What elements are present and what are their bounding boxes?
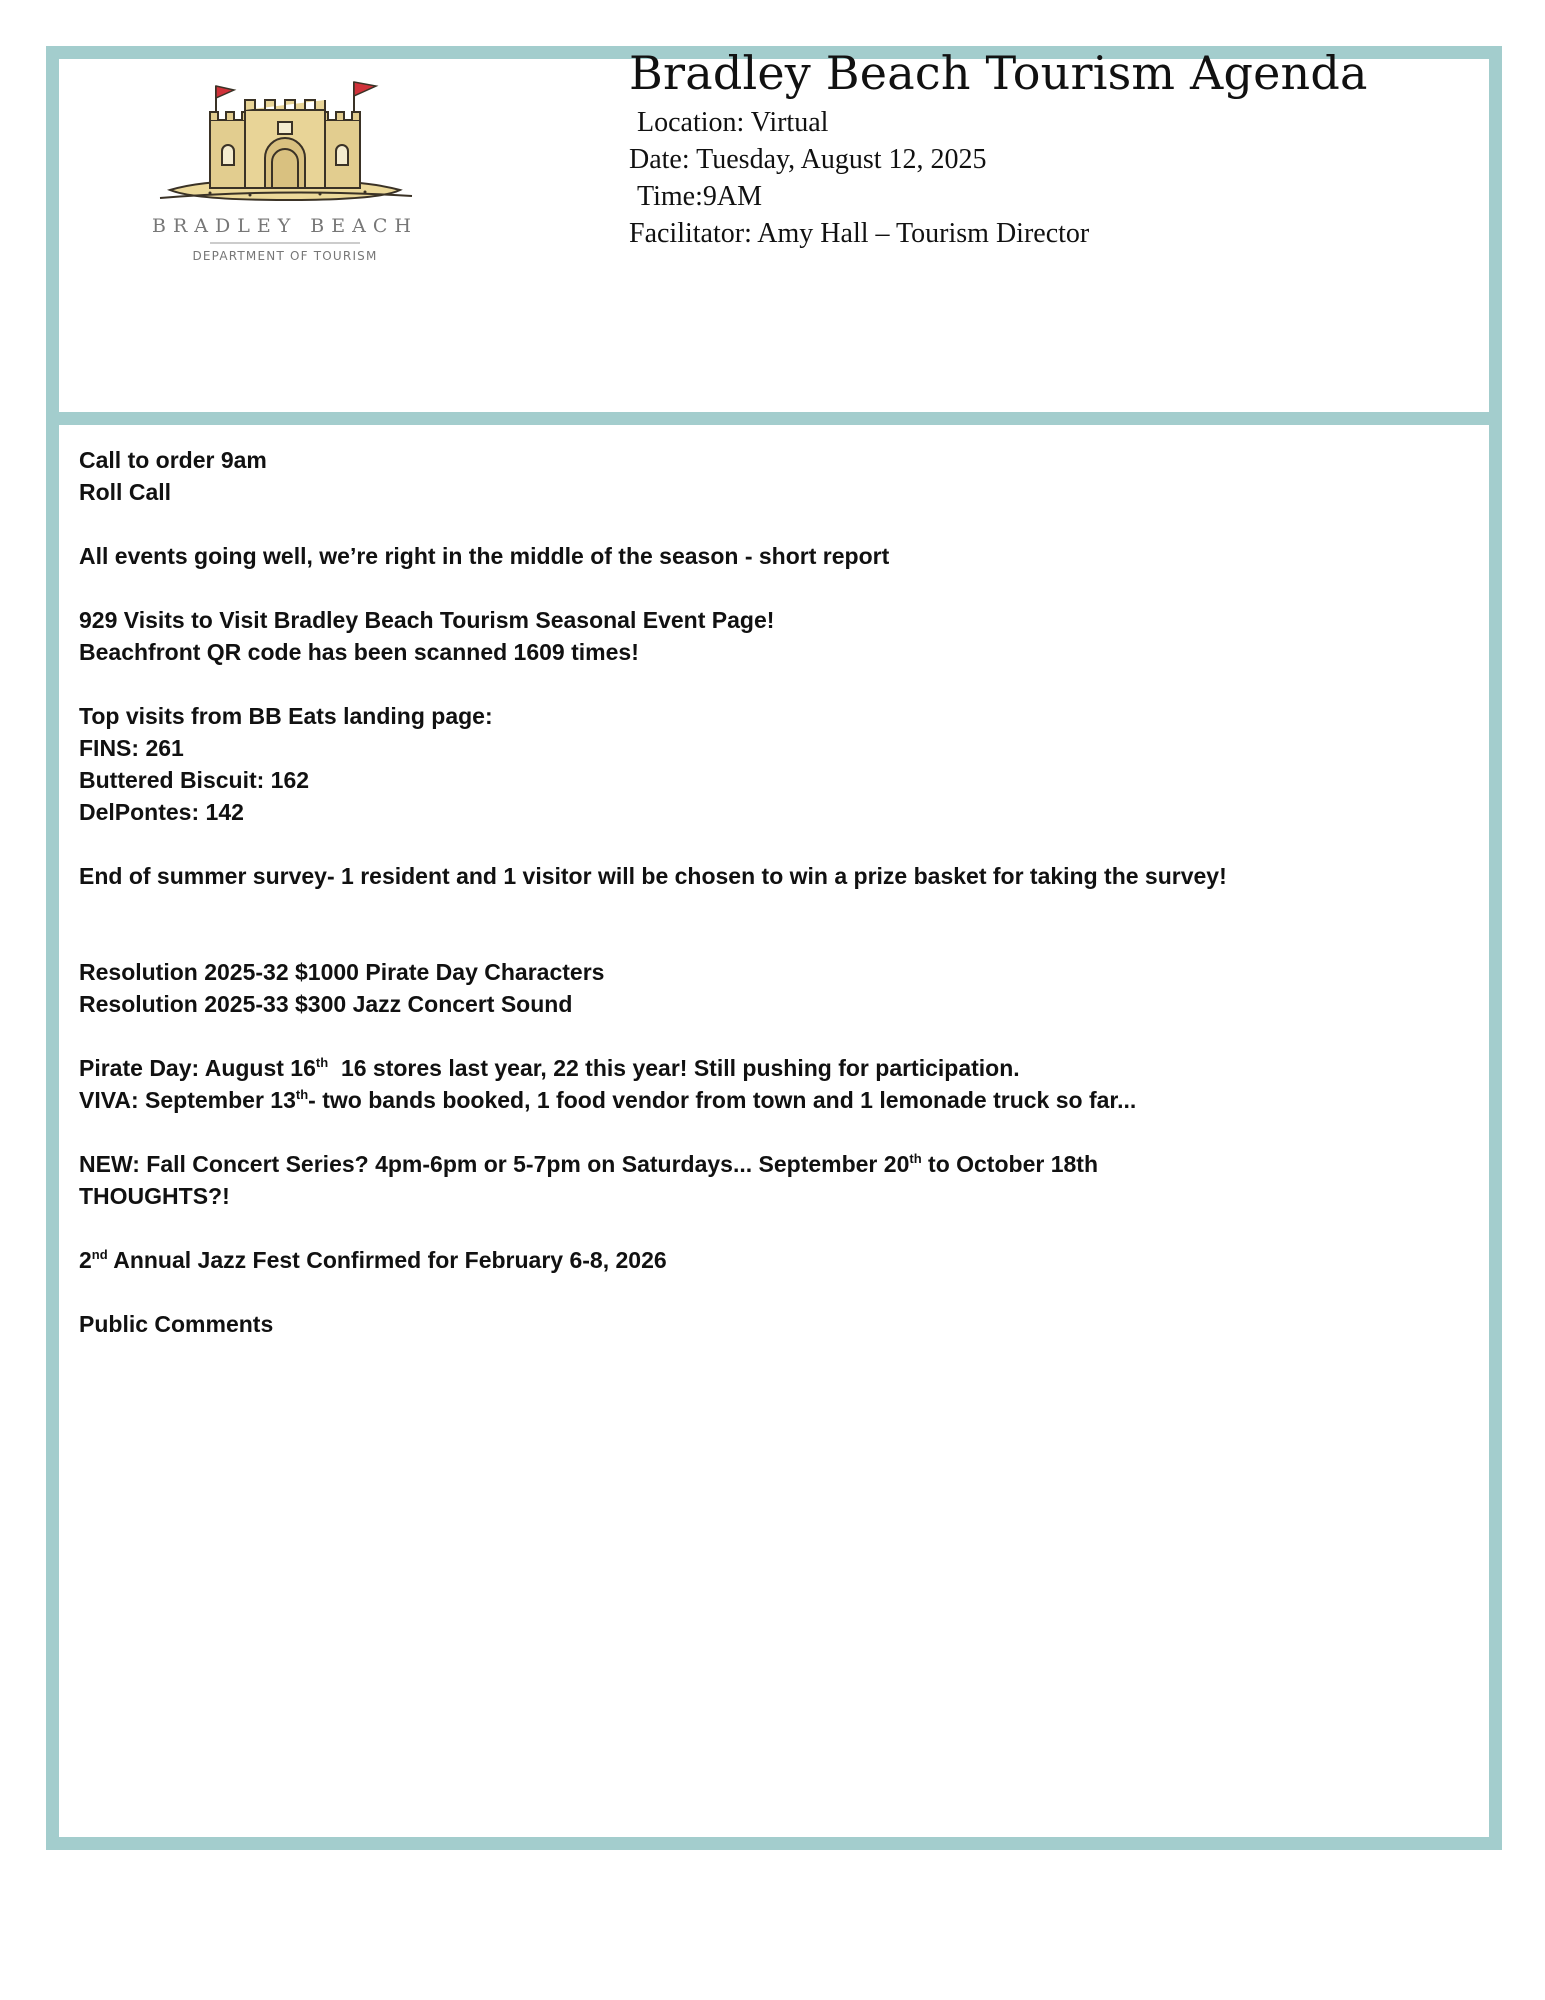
date-line: Date: Tuesday, August 12, 2025 [629,144,987,175]
header-divider [59,412,1489,425]
pirate-day-details: 16 stores last year, 22 this year! Still pushing for participation. [328,1055,1020,1081]
pirate-day-text: Pirate Day: August 16 [79,1055,316,1081]
events-status: All events going well, we’re right in the middle of the season - short report [79,543,890,569]
logo-name: BRADLEY BEACH [152,215,418,237]
page-title: Bradley Beach Tourism Agenda [629,46,1368,100]
fall-concert-text: NEW: Fall Concert Series? 4pm-6pm or 5-7pm on Saturdays... September 20 [79,1151,910,1177]
fall-concert-line [79,1148,1459,1180]
top-visit-item: DelPontes: 142 [79,799,244,825]
survey-note: End of summer survey- 1 resident and 1 visitor will be chosen to win a prize basket for taking the survey! [79,863,1227,889]
roll-call: Roll Call [79,479,172,505]
viva-sup: th [295,1087,309,1102]
sandcastle-logo [150,70,420,270]
pirate-day-sup: th [315,1055,329,1070]
qr-scans-stat: Beachfront QR code has been scanned 1609 times! [79,639,639,665]
jazz-fest-number: 2 [79,1247,92,1273]
thoughts-line: THOUGHTS?! [79,1183,230,1209]
viva-line [79,1084,1459,1116]
public-comments: Public Comments [79,1311,274,1337]
fall-concert-sup: th [909,1151,922,1166]
viva-details: - two bands booked, 1 food vendor from town and 1 lemonade truck so far... [308,1087,1137,1113]
visits-stat: 929 Visits to Visit Bradley Beach Tourism Seasonal Event Page! [79,607,775,633]
jazz-fest-line [79,1244,1459,1276]
top-visit-item: Buttered Biscuit: 162 [79,767,310,793]
location-line: Location: Virtual [637,107,829,138]
agenda-body [79,444,1459,1340]
agenda-header [629,42,1429,252]
jazz-fest-details: Annual Jazz Fest Confirmed for February 6-8, 2026 [107,1247,667,1273]
resolution-item: Resolution 2025-33 $300 Jazz Concert Sound [79,991,573,1017]
facilitator-line: Facilitator: Amy Hall – Tourism Director [629,218,1090,249]
top-visits-heading: Top visits from BB Eats landing page: [79,703,493,729]
resolution-item: Resolution 2025-32 $1000 Pirate Day Characters [79,959,605,985]
time-line: Time:9AM [637,181,763,212]
call-to-order: Call to order 9am [79,447,267,473]
pirate-day-line [79,1052,1459,1084]
logo-subtitle: DEPARTMENT OF TOURISM [192,249,378,263]
viva-text: VIVA: September 13 [79,1087,296,1113]
fall-concert-details: to October 18th [921,1151,1098,1177]
top-visit-item: FINS: 261 [79,735,184,761]
jazz-fest-sup: nd [91,1247,108,1262]
